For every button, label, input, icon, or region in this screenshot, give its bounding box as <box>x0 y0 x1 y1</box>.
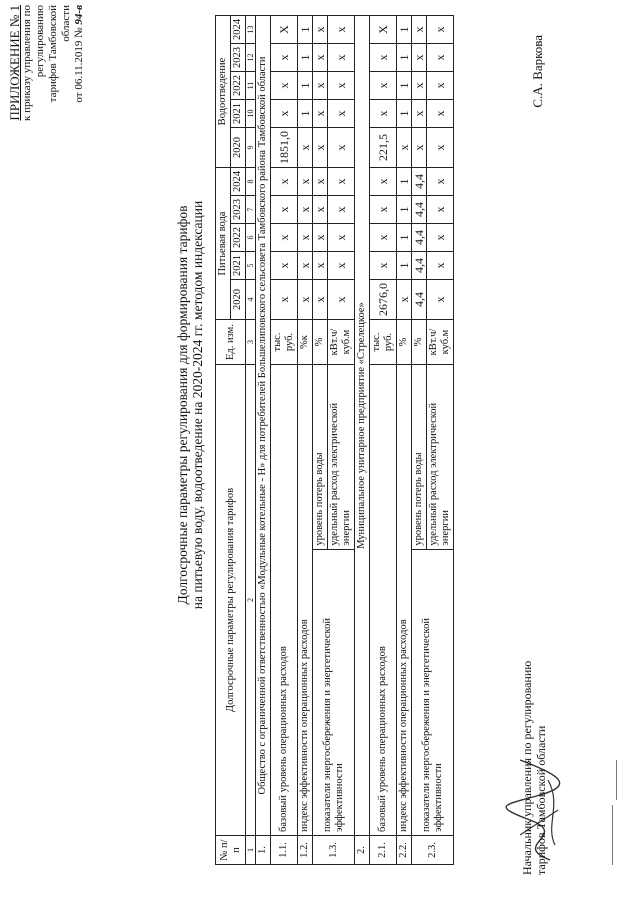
value-cell: 1851,0 <box>271 128 298 168</box>
column-number: 13 <box>246 16 256 44</box>
value-cell: х <box>313 128 328 168</box>
value-cell: х <box>328 44 355 72</box>
section-row <box>355 16 370 865</box>
year-header: 2021 <box>231 252 246 280</box>
value-cell: х <box>397 280 412 320</box>
value-cell: 4,4 <box>412 196 427 224</box>
value-cell: х <box>328 280 355 320</box>
position-line-2: тарифов Тамбовской области <box>534 725 548 875</box>
year-header: 2020 <box>231 128 246 168</box>
appendix-line-1: к приказу управления по регулированию <box>21 5 46 121</box>
header-param: Долгосрочные параметры регулирования тарифов <box>216 365 246 836</box>
value-cell: 1 <box>397 72 412 100</box>
value-cell: х <box>271 100 298 128</box>
value-cell: х <box>427 252 454 280</box>
year-header: 2023 <box>231 44 246 72</box>
value-cell: х <box>427 16 454 44</box>
column-number: 4 <box>246 280 256 320</box>
value-cell: 4,4 <box>412 168 427 196</box>
value-cell: х <box>313 100 328 128</box>
appendix-date: от 06.11.2019 № <box>73 27 85 103</box>
row-unit: кВт.ч/куб.м <box>328 320 355 365</box>
column-number: 3 <box>246 320 256 365</box>
header-water: Питьевая вода <box>216 168 231 320</box>
column-number: 11 <box>246 72 256 100</box>
value-cell: х <box>427 100 454 128</box>
table-row <box>397 16 412 865</box>
column-number: 6 <box>246 224 256 252</box>
value-cell: х <box>271 72 298 100</box>
column-number: 12 <box>246 44 256 72</box>
value-cell: х <box>412 16 427 44</box>
value-cell: 4,4 <box>412 252 427 280</box>
value-cell: х <box>313 196 328 224</box>
value-cell: 2676,0 <box>370 280 397 320</box>
row-parameter: базовый уровень операционных расходов <box>271 365 298 836</box>
value-cell: х <box>271 252 298 280</box>
section-row <box>256 16 271 865</box>
value-cell: х <box>412 100 427 128</box>
value-cell: х <box>328 224 355 252</box>
value-cell: 4,4 <box>412 224 427 252</box>
header-unit: Ед. изм. <box>216 320 246 365</box>
table-row <box>370 16 397 865</box>
row-number: 1.2. <box>298 836 313 865</box>
row-unit: % <box>313 320 328 365</box>
table-row <box>271 16 298 865</box>
row-unit: тыс. руб. <box>370 320 397 365</box>
value-cell: х <box>271 168 298 196</box>
table-row <box>298 16 313 865</box>
value-cell: х <box>271 224 298 252</box>
header-sewer: Водоотведение <box>216 16 231 168</box>
value-cell: х <box>427 224 454 252</box>
sub-parameter: уровень потерь воды <box>313 365 328 550</box>
value-cell: Х <box>370 16 397 44</box>
value-cell: х <box>370 100 397 128</box>
row-parameter: показатели энергосбережения и энергетической эффективности <box>313 549 355 835</box>
value-cell: х <box>313 224 328 252</box>
signatory-name: С.А. Варкова <box>530 35 545 108</box>
section-title: Общество с ограниченной ответственностью «Модульные котельные - Н» для потребителей Большелиповского сельсовета Тамбовского района Тамбовской области <box>256 16 271 836</box>
value-cell: х <box>427 280 454 320</box>
section-number: 2. <box>355 836 370 865</box>
section-number: 1. <box>256 836 271 865</box>
value-cell: х <box>370 224 397 252</box>
value-cell: х <box>412 72 427 100</box>
year-header: 2024 <box>231 16 246 44</box>
value-cell: Х <box>271 16 298 44</box>
value-cell: х <box>328 128 355 168</box>
value-cell: х <box>328 16 355 44</box>
value-cell: 1 <box>298 44 313 72</box>
value-cell: х <box>313 252 328 280</box>
value-cell: х <box>328 252 355 280</box>
column-number: 1 <box>246 836 256 865</box>
value-cell: х <box>298 196 313 224</box>
row-unit: % <box>397 320 412 365</box>
scan-margin-mark <box>612 805 613 865</box>
value-cell: х <box>298 224 313 252</box>
column-number: 5 <box>246 252 256 280</box>
column-number: 7 <box>246 196 256 224</box>
row-parameter: индекс эффективности операционных расходов <box>298 365 313 836</box>
value-cell: х <box>298 168 313 196</box>
signatory-position <box>520 575 548 875</box>
value-cell: х <box>370 44 397 72</box>
value-cell: х <box>370 252 397 280</box>
column-number: 8 <box>246 168 256 196</box>
value-cell: х <box>427 128 454 168</box>
column-number: 2 <box>246 365 256 836</box>
sub-parameter: уровень потерь воды <box>412 365 427 550</box>
sub-parameter: удельный расход электрической энергии <box>328 365 355 550</box>
value-cell: х <box>298 128 313 168</box>
scan-margin-mark <box>616 760 617 800</box>
order-number: 94-в <box>73 5 85 25</box>
value-cell: х <box>298 252 313 280</box>
value-cell: 1 <box>298 100 313 128</box>
appendix-line-3 <box>73 5 86 135</box>
value-cell: х <box>328 196 355 224</box>
row-number: 1.1. <box>271 836 298 865</box>
year-header: 2023 <box>231 196 246 224</box>
appendix-line-2: тарифов Тамбовской области <box>47 5 72 103</box>
value-cell: х <box>412 128 427 168</box>
column-number: 10 <box>246 100 256 128</box>
value-cell: х <box>313 44 328 72</box>
value-cell: 1 <box>397 224 412 252</box>
value-cell: х <box>370 196 397 224</box>
row-parameter: показатели энергосбережения и энергетической эффективности <box>412 549 454 835</box>
value-cell: х <box>370 72 397 100</box>
row-number: 1.3. <box>313 836 355 865</box>
value-cell: 1 <box>397 252 412 280</box>
value-cell: 1 <box>298 72 313 100</box>
value-cell: 1 <box>397 44 412 72</box>
value-cell: 1 <box>397 100 412 128</box>
title-line-1: Долгосрочные параметры регулирования для формирования тарифов <box>175 205 190 605</box>
value-cell: х <box>427 72 454 100</box>
year-header: 2022 <box>231 224 246 252</box>
year-header: 2021 <box>231 100 246 128</box>
table-row <box>412 16 427 865</box>
value-cell: 4,4 <box>412 280 427 320</box>
value-cell: х <box>328 168 355 196</box>
value-cell: 1 <box>298 16 313 44</box>
row-unit: кВт.ч/куб.м <box>427 320 454 365</box>
title-line-2: на питьевую воду, водоотведение на 2020-2024 гг. методом индексации <box>190 200 205 610</box>
document-title <box>175 135 205 675</box>
row-parameter: индекс эффективности операционных расходов <box>397 365 412 836</box>
row-number: 2.3. <box>412 836 454 865</box>
value-cell: 221,5 <box>370 128 397 168</box>
row-parameter: базовый уровень операционных расходов <box>370 365 397 836</box>
row-number: 2.2. <box>397 836 412 865</box>
value-cell: х <box>313 16 328 44</box>
tariff-table <box>215 15 454 865</box>
value-cell: х <box>271 196 298 224</box>
value-cell: х <box>313 168 328 196</box>
row-unit: тыс. руб. <box>271 320 298 365</box>
value-cell: х <box>271 44 298 72</box>
value-cell: х <box>427 196 454 224</box>
value-cell: 1 <box>397 196 412 224</box>
row-number: 2.1. <box>370 836 397 865</box>
value-cell: х <box>370 168 397 196</box>
year-header: 2020 <box>231 280 246 320</box>
year-header: 2022 <box>231 72 246 100</box>
value-cell: х <box>271 280 298 320</box>
section-title: Муниципальное унитарное предприятие «Стрелецкое» <box>355 16 370 836</box>
row-unit: %к <box>298 320 313 365</box>
value-cell: 1 <box>397 168 412 196</box>
sub-parameter: удельный расход электрической энергии <box>427 365 454 550</box>
value-cell: х <box>328 100 355 128</box>
value-cell: х <box>427 44 454 72</box>
position-line-1: Начальник управления по регулированию <box>520 660 534 875</box>
column-number: 9 <box>246 128 256 168</box>
value-cell: х <box>313 280 328 320</box>
row-unit: % <box>412 320 427 365</box>
value-cell: х <box>298 280 313 320</box>
value-cell: х <box>328 72 355 100</box>
value-cell: 1 <box>397 16 412 44</box>
table-row <box>313 16 328 865</box>
column-numbers-row <box>246 16 256 865</box>
value-cell: х <box>313 72 328 100</box>
appendix-heading: ПРИЛОЖЕНИЕ № 1 <box>7 5 22 121</box>
value-cell: х <box>397 128 412 168</box>
header-num: № п/п <box>216 836 246 865</box>
year-header: 2024 <box>231 168 246 196</box>
value-cell: х <box>427 168 454 196</box>
value-cell: х <box>412 44 427 72</box>
appendix-header <box>8 5 86 135</box>
